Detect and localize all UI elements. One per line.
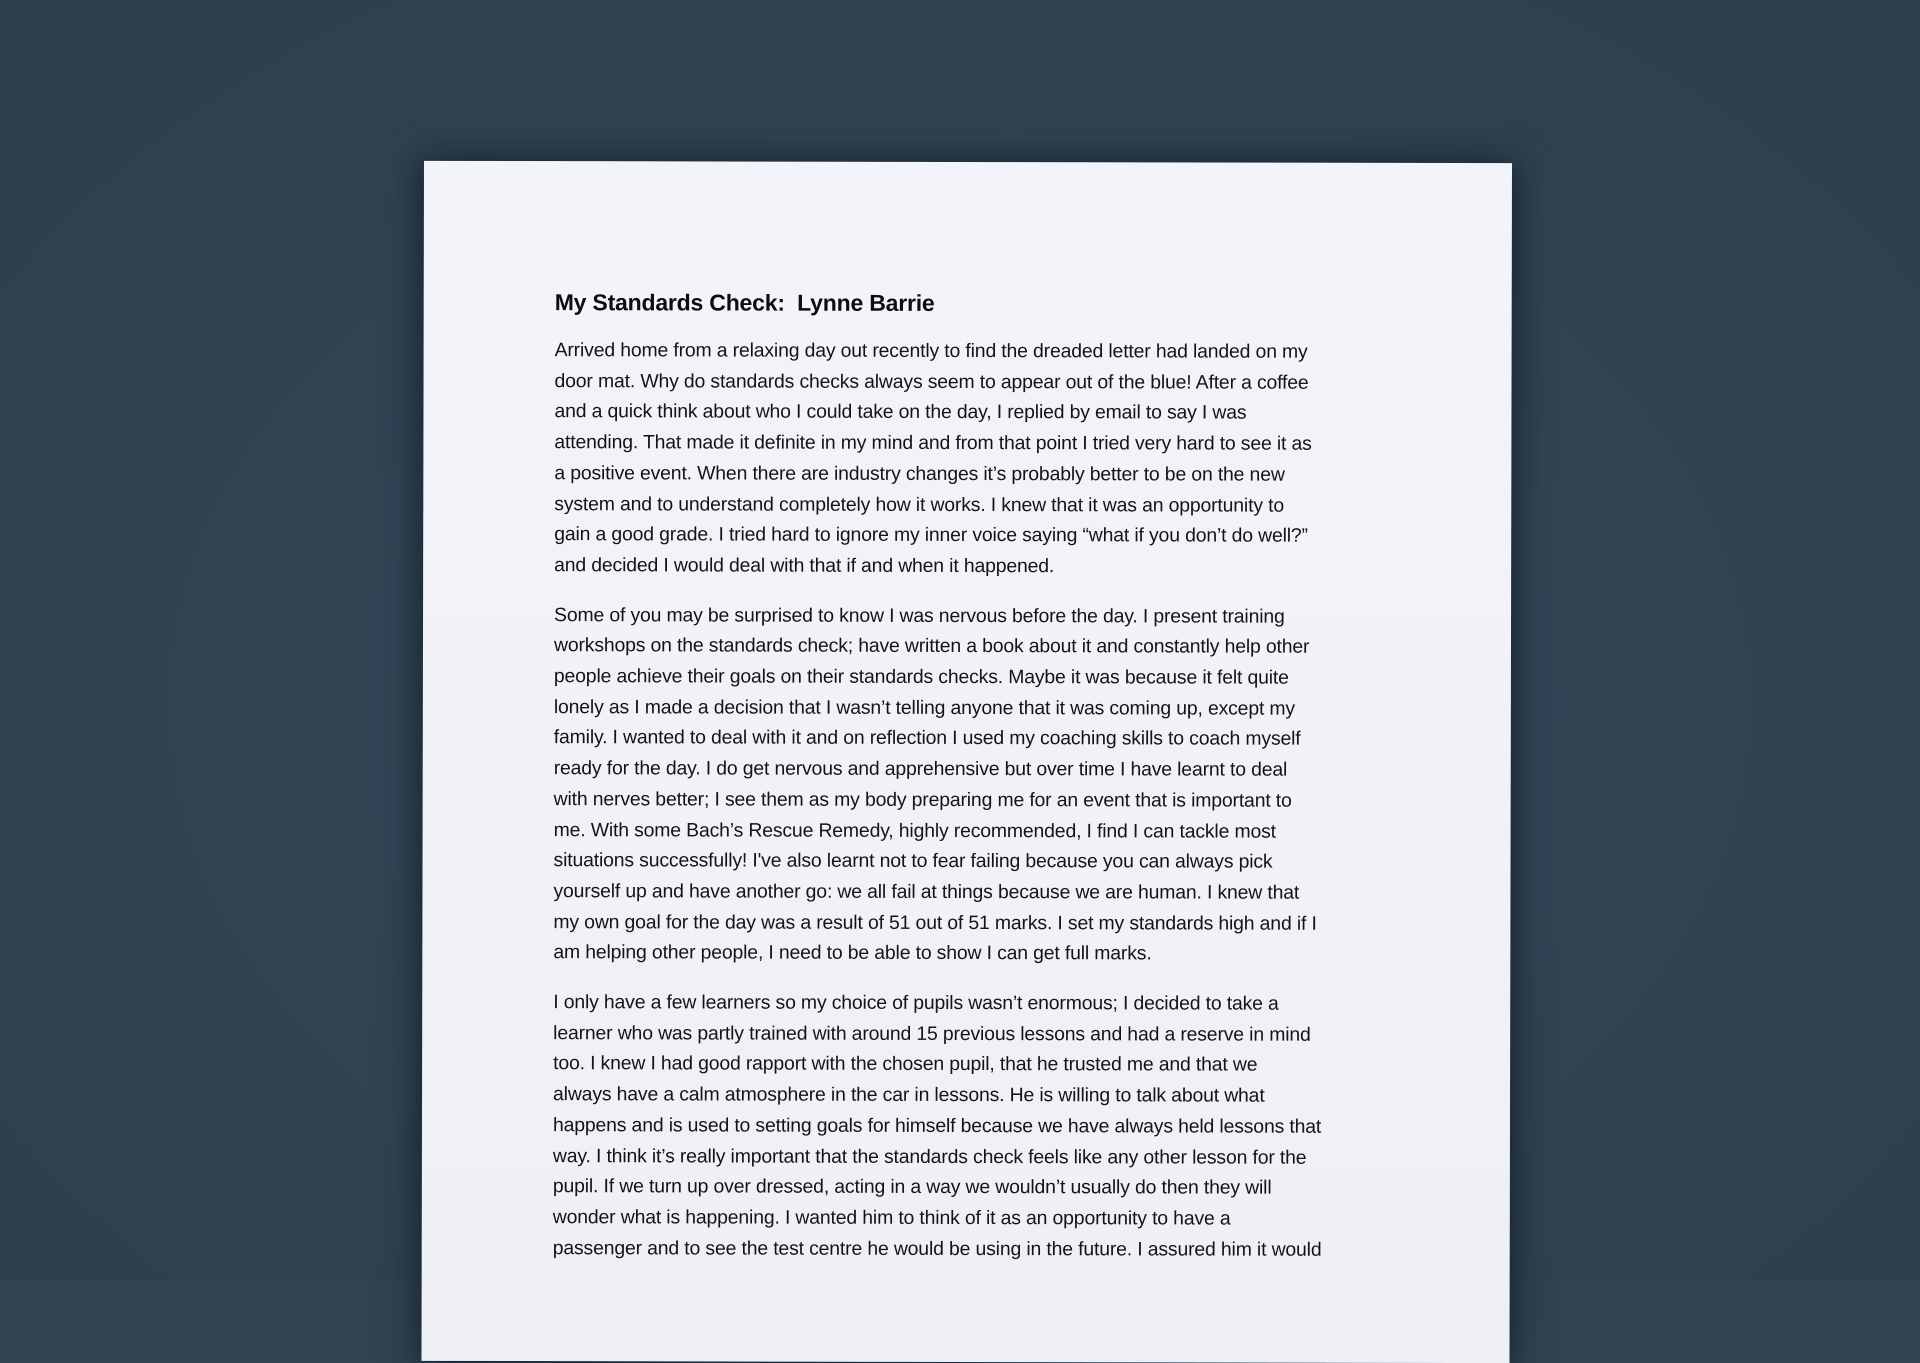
text-line: lonely as I made a decision that I wasn’t telling anyone that it was coming up, except my bbox=[553, 695, 1296, 720]
text-line: wonder what is happening. I wanted him to think of it as an opportunity to have a bbox=[552, 1206, 1231, 1230]
text-line: Some of you may be surprised to know I was nervous before the day. I present training bbox=[554, 603, 1285, 628]
text-line: with nerves better; I see them as my body preparing me for an event that is important to bbox=[553, 787, 1292, 812]
text-line: yourself up and have another go: we all fail at things because we are human. I knew that bbox=[553, 880, 1300, 904]
document-body bbox=[553, 287, 1395, 1284]
text-line: workshops on the standards check; have written a book about it and constantly help other bbox=[553, 634, 1310, 659]
text-line: learner who was partly trained with around 15 previous lessons and had a reserve in mind bbox=[553, 1021, 1311, 1046]
text-line: a positive event. When there are industry changes it’s probably better to be on the new bbox=[554, 461, 1285, 486]
text-line: situations successfully! I've also learnt not to fear failing because you can always pick bbox=[553, 849, 1273, 873]
paragraph-2 bbox=[553, 600, 1394, 970]
text-line: too. I knew I had good rapport with the chosen pupil, that he trusted me and that we bbox=[553, 1052, 1258, 1077]
text-line: gain a good grade. I tried hard to ignore my inner voice saying “what if you don’t do well?” bbox=[554, 523, 1308, 547]
text-line: ready for the day. I do get nervous and apprehensive but over time I have learnt to deal bbox=[553, 757, 1288, 781]
text-line: my own goal for the day was a result of 51 out of 51 marks. I set my standards high and if I bbox=[553, 910, 1317, 935]
text-line: me. With some Bach’s Rescue Remedy, highly recommended, I find I can tackle most bbox=[553, 818, 1276, 843]
text-line: am helping other people, I need to be able to show I can get full marks. bbox=[553, 941, 1152, 965]
text-line: way. I think it’s really important that the standards check feels like any other lesson for the bbox=[552, 1144, 1307, 1169]
text-line: system and to understand completely how it works. I knew that it was an opportunity to bbox=[554, 492, 1285, 517]
text-line: passenger and to see the test centre he would be using in the future. I assured him it would bbox=[552, 1236, 1322, 1261]
text-line: and decided I would deal with that if and when it happened. bbox=[554, 554, 1055, 578]
document-page bbox=[421, 161, 1512, 1363]
text-line: pupil. If we turn up over dressed, acting in a way we wouldn’t usually do then they will bbox=[552, 1175, 1272, 1199]
text-line: family. I wanted to deal with it and on reflection I used my coaching skills to coach myself bbox=[553, 726, 1301, 751]
text-line: door mat. Why do standards checks always seem to appear out of the blue! After a coffee bbox=[554, 369, 1309, 394]
text-line: people achieve their goals on their standards checks. Maybe it was because it felt quite bbox=[553, 665, 1289, 689]
text-line: I only have a few learners so my choice of pupils wasn’t enormous; I decided to take a bbox=[553, 991, 1279, 1015]
text-line: attending. That made it definite in my mind and from that point I tried very hard to see it as bbox=[554, 431, 1312, 455]
text-line: Arrived home from a relaxing day out recently to find the dreaded letter had landed on my bbox=[554, 339, 1308, 363]
text-line: happens and is used to setting goals for himself because we have always held lessons that bbox=[552, 1114, 1322, 1138]
text-line: and a quick think about who I could take on the day, I replied by email to say I was bbox=[554, 400, 1247, 424]
paragraph-1 bbox=[554, 335, 1395, 582]
text-line: always have a calm atmosphere in the car in lessons. He is willing to talk about what bbox=[553, 1083, 1265, 1107]
document-title: My Standards Check: Lynne Barrie bbox=[554, 289, 935, 316]
paragraph-3 bbox=[553, 987, 1394, 1265]
